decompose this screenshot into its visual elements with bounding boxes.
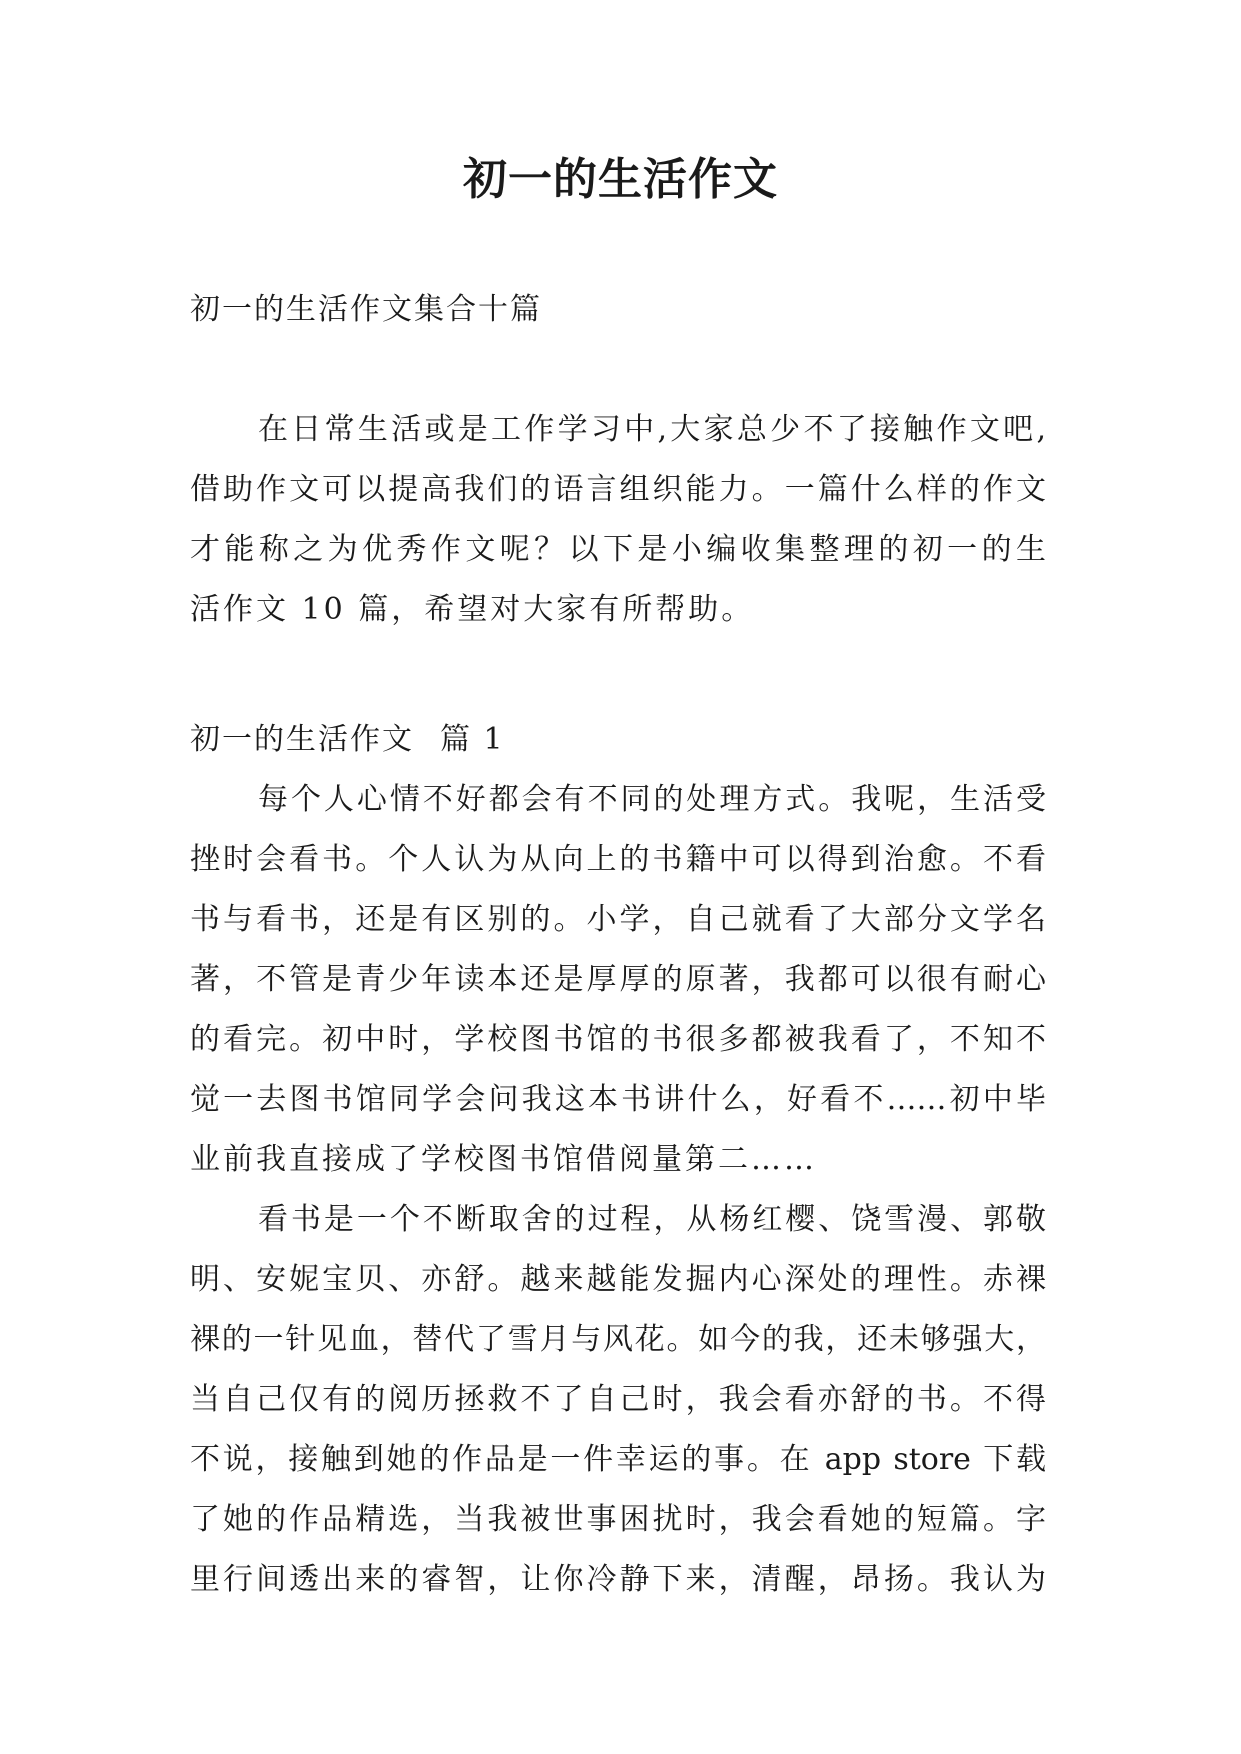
section-heading-text: 初一的生活作文	[190, 722, 414, 757]
paragraph-line: 著，不管是青少年读本还是厚厚的原著，我都可以很有耐心	[190, 962, 1046, 997]
paragraph-line: 业前我直接成了学校图书馆借阅量第二……	[190, 1142, 817, 1177]
paragraph-line: 书与看书，还是有区别的。小学，自己就看了大部分文学名	[190, 902, 1046, 937]
paragraph-line: 挫时会看书。个人认为从向上的书籍中可以得到治愈。不看	[190, 842, 1046, 877]
paragraph-line: 借助作文可以提高我们的语言组织能力。一篇什么样的作文	[190, 472, 1046, 507]
intro-paragraph	[190, 400, 1046, 640]
section-chapter-label: 篇 1	[440, 722, 505, 757]
section-heading	[190, 710, 1046, 770]
paragraph-line: 觉一去图书馆同学会问我这本书讲什么，好看不……初中毕	[190, 1082, 1046, 1117]
document-title: 初一的生活作文	[463, 154, 778, 205]
paragraph-line: 明、安妮宝贝、亦舒。越来越能发掘内心深处的理性。赤裸	[190, 1262, 1046, 1297]
paragraph-line: 看书是一个不断取舍的过程，从杨红樱、饶雪漫、郭敬	[258, 1202, 1046, 1237]
paragraph-line: 了她的作品精选，当我被世事困扰时，我会看她的短篇。字	[190, 1502, 1046, 1537]
essay-paragraph-1	[190, 770, 1046, 1190]
document-body	[190, 280, 1046, 1610]
paragraph-line: 才能称之为优秀作文呢？以下是小编收集整理的初一的生	[190, 532, 1046, 567]
paragraph-line: 当自己仅有的阅历拯救不了自己时，我会看亦舒的书。不得	[190, 1382, 1046, 1417]
paragraph-line: 在日常生活或是工作学习中,大家总少不了接触作文吧,	[258, 412, 1046, 447]
paragraph-line: 里行间透出来的睿智，让你冷静下来，清醒，昂扬。我认为	[190, 1562, 1046, 1597]
document-subtitle: 初一的生活作文集合十篇	[190, 292, 542, 327]
paragraph-line: 活作文 10 篇，希望对大家有所帮助。	[190, 592, 755, 627]
paragraph-line: 不说，接触到她的作品是一件幸运的事。在 app store 下载	[190, 1442, 1046, 1477]
essay-paragraph-2	[190, 1190, 1046, 1610]
paragraph-line: 的看完。初中时，学校图书馆的书很多都被我看了，不知不	[190, 1022, 1046, 1057]
paragraph-line: 每个人心情不好都会有不同的处理方式。我呢，生活受	[258, 782, 1046, 817]
paragraph-line: 裸的一针见血，替代了雪月与风花。如今的我，还未够强大，	[190, 1322, 1046, 1357]
